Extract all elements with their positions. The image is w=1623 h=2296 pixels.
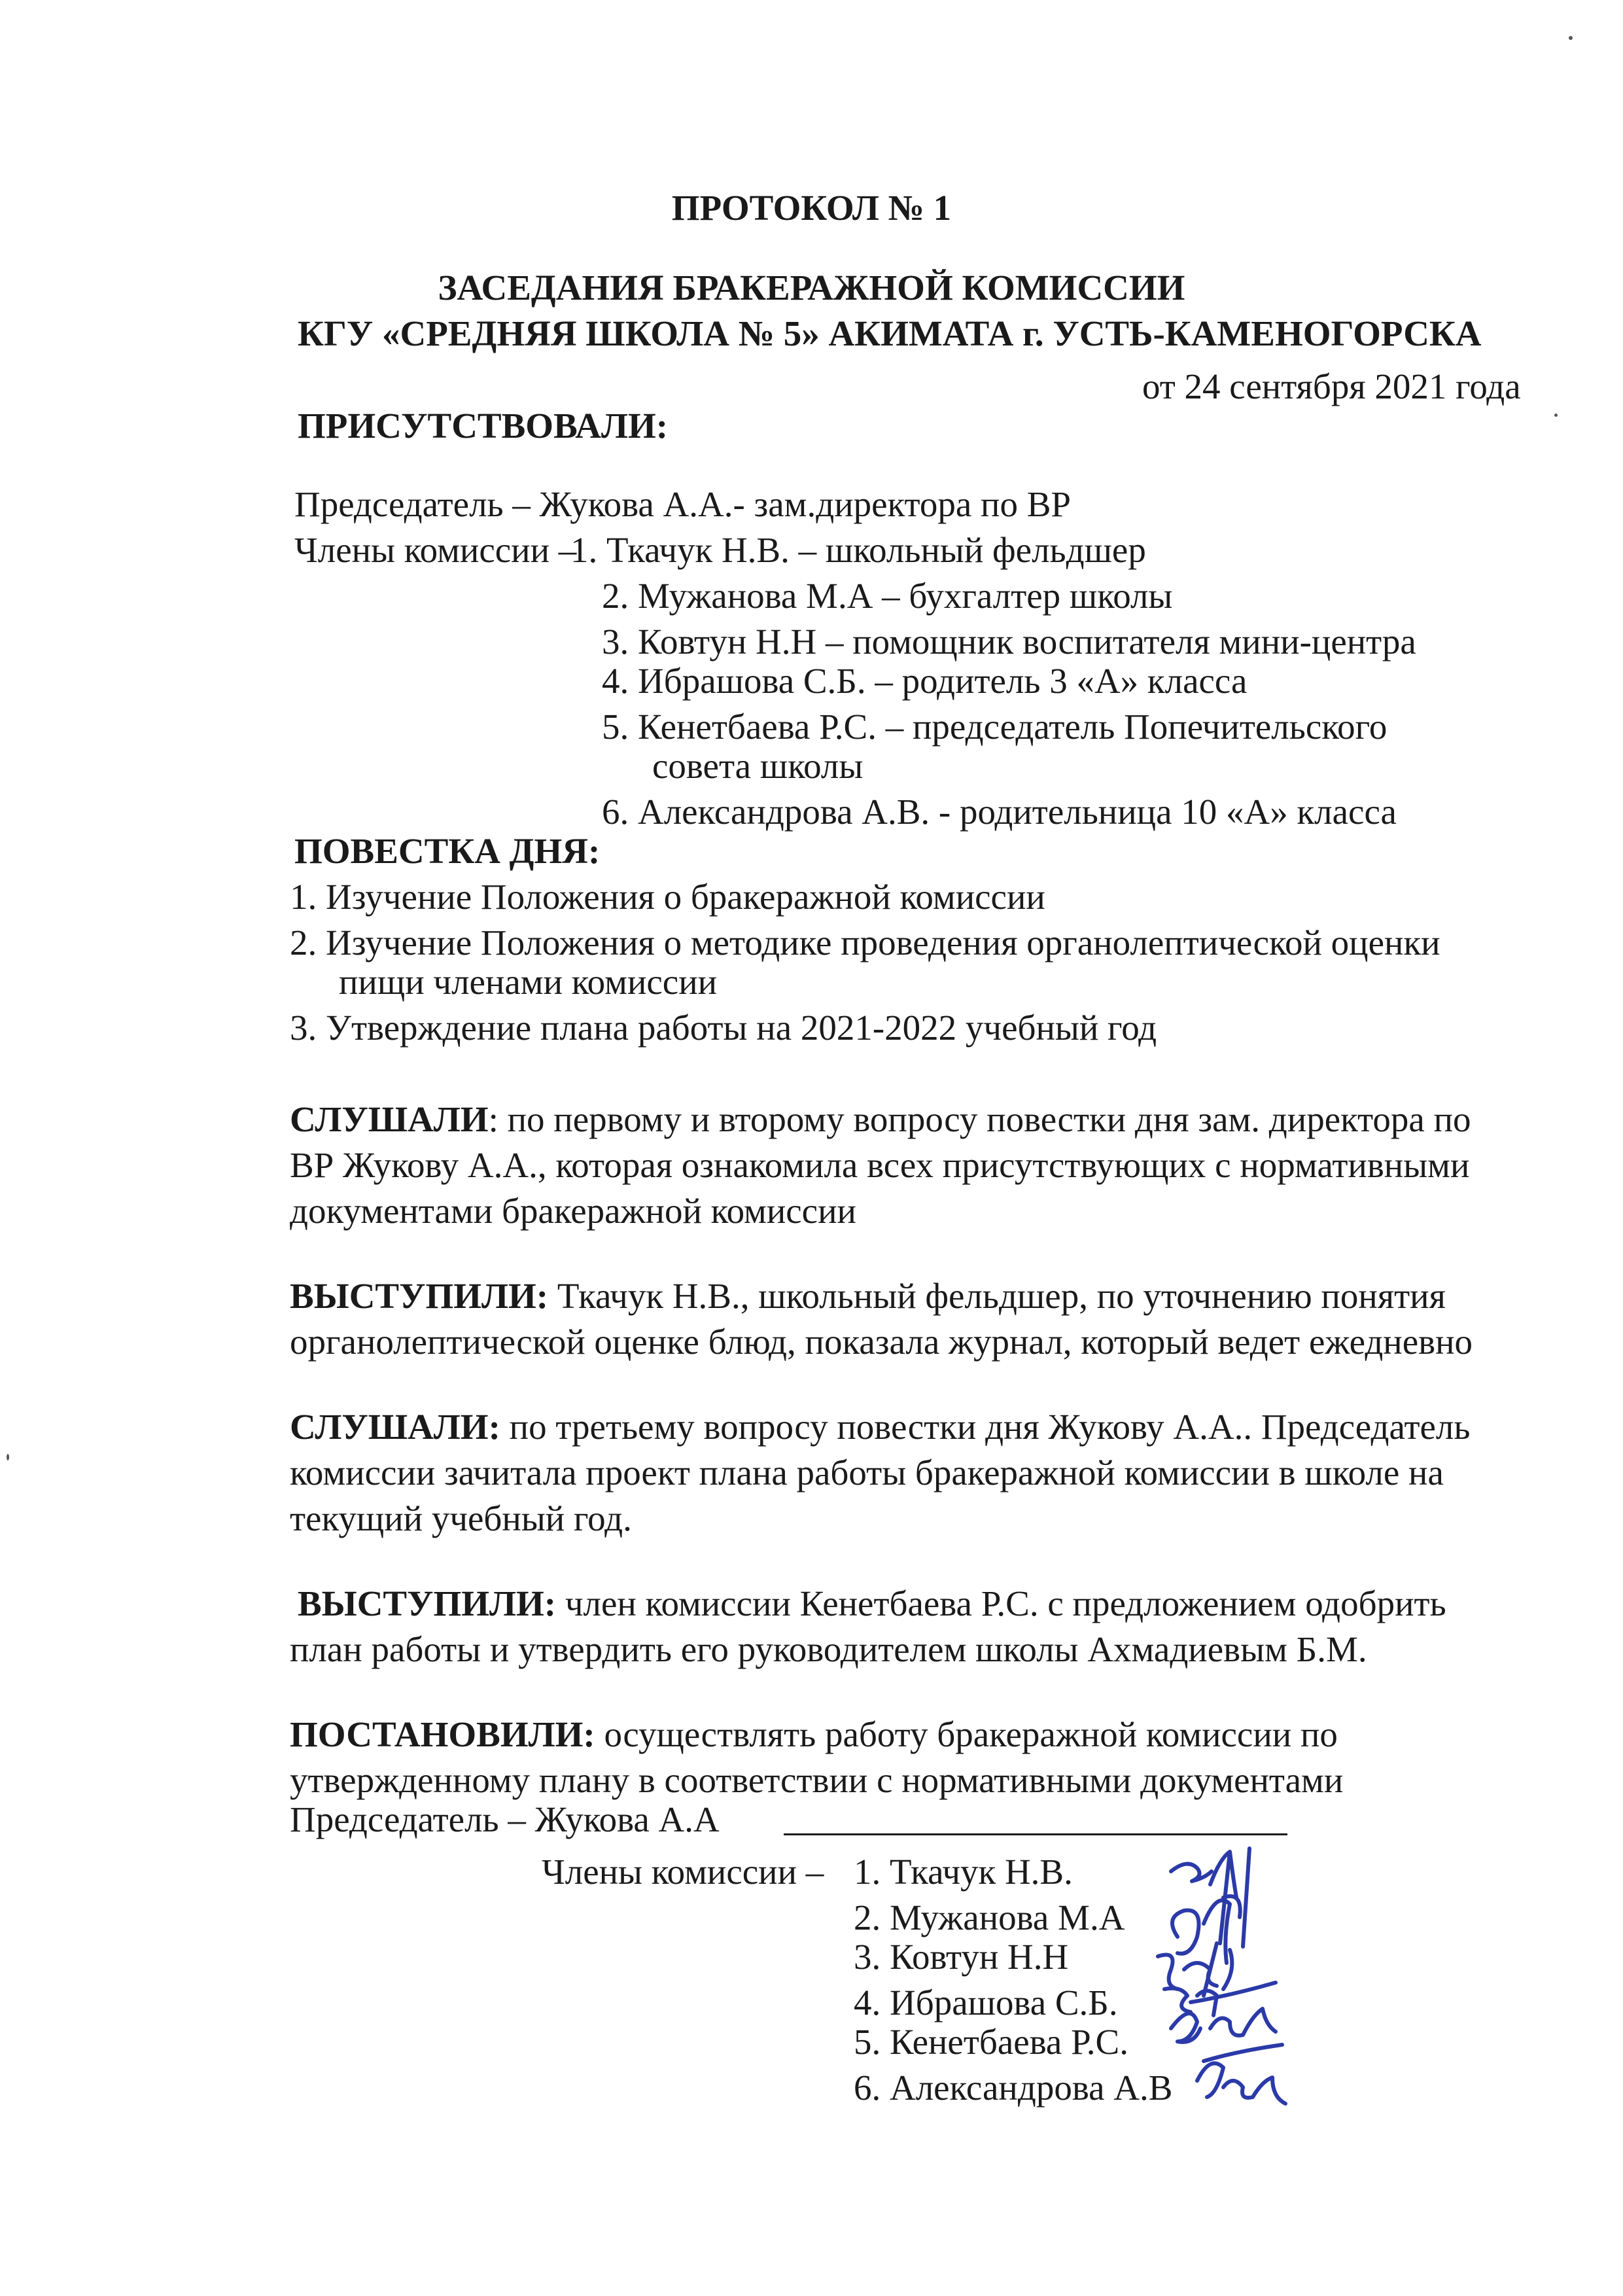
document-subtitle-commission: ЗАСЕДАНИЯ БРАКЕРАЖНОЙ КОМИССИИ — [438, 268, 1185, 308]
present-member-5: 5. Кенетбаева Р.С. – председатель Попечительского — [602, 707, 1387, 747]
document-subtitle-school: КГУ «СРЕДНЯЯ ШКОЛА № 5» АКИМАТА г. УСТЬ-КАМЕНОГОРСКА — [298, 313, 1482, 353]
agenda-item-2: 2. Изучение Положения о методике проведения органолептической оценки — [290, 923, 1440, 963]
spoke-label-1: ВЫСТУПИЛИ: — [290, 1276, 549, 1316]
scan-speck — [1569, 36, 1573, 40]
spoke-text-2-line2: план работы и утвердить его руководителем школы Ахмадиевым Б.М. — [290, 1629, 1367, 1669]
signature-5 — [1171, 1983, 1276, 2042]
scan-speck — [7, 1454, 9, 1460]
spoke-text-1-line2: органолептической оценке блюд, показала журнал, который ведет ежедневно — [290, 1322, 1473, 1362]
heard-text-1-line2: ВР Жукову А.А., которая ознакомила всех присутствующих с нормативными — [290, 1145, 1470, 1185]
agenda-item-1: 1. Изучение Положения о бракеражной комиссии — [290, 877, 1045, 917]
spoke-text-1: Ткачук Н.В., школьный фельдшер, по уточнению понятия — [548, 1276, 1446, 1316]
heard-label-1: СЛУШАЛИ — [290, 1099, 489, 1139]
scan-speck — [1554, 414, 1558, 417]
present-member-5-cont: совета школы — [652, 746, 864, 786]
present-member-1: 1. Ткачук Н.В. – школьный фельдшер — [570, 530, 1146, 570]
heard-text-1: : по первому и второму вопросу повестки дня зам. директора по — [488, 1099, 1471, 1139]
resolved-text-line2: утвержденному плану в соответствии с нормативными документами — [290, 1760, 1344, 1800]
signature-chair: Председатель – Жукова А.А — [290, 1799, 720, 1839]
heard-text-2-line2: комиссии зачитала проект плана работы бракеражной комиссии в школе на — [290, 1453, 1444, 1492]
agenda-heading: ПОВЕСТКА ДНЯ: — [294, 831, 601, 871]
present-chair: Председатель – Жукова А.А.- зам.директора по ВР — [294, 484, 1071, 524]
present-heading: ПРИСУТСТВОВАЛИ: — [298, 406, 669, 446]
signature-member-2: 2. Мужанова М.А — [854, 1898, 1125, 1937]
present-member-6: 6. Александрова А.В. - родительница 10 «А» класса — [602, 792, 1397, 832]
resolved-text: осуществлять работу бракеражной комиссии по — [595, 1714, 1338, 1754]
heard-text-2-line3: текущий учебный год. — [290, 1498, 632, 1538]
signature-member-6: 6. Александрова А.В — [854, 2068, 1173, 2108]
document-title: ПРОТОКОЛ № 1 — [671, 188, 952, 228]
signature-members-label: Члены комиссии – — [542, 1852, 824, 1892]
resolved-label: ПОСТАНОВИЛИ: — [290, 1714, 595, 1754]
signature-member-5: 5. Кенетбаева Р.С. — [854, 2022, 1128, 2062]
spoke-text-2: член комиссии Кенетбаева Р.С. с предложением одобрить — [556, 1583, 1446, 1623]
present-member-2: 2. Мужанова М.А – бухгалтер школы — [602, 576, 1173, 616]
heard-label-2: СЛУШАЛИ: — [290, 1407, 500, 1447]
present-member-3: 3. Ковтун Н.Н – помощник воспитателя мини-центра — [602, 622, 1416, 662]
present-member-4: 4. Ибрашова С.Б. – родитель 3 «А» класса — [602, 661, 1248, 701]
agenda-item-2-cont: пищи членами комиссии — [339, 962, 718, 1002]
agenda-item-3: 3. Утверждение плана работы на 2021-2022 учебный год — [290, 1008, 1157, 1048]
signature-member-3: 3. Ковтун Н.Н — [854, 1937, 1069, 1977]
heard-text-1-line3: документами бракеражной комиссии — [290, 1191, 856, 1231]
signature-member-4: 4. Ибрашова С.Б. — [854, 1983, 1118, 2022]
signature-member-1: 1. Ткачук Н.В. — [854, 1852, 1073, 1892]
heard-text-2: по третьему вопросу повестки дня Жукову А.А.. Председатель — [500, 1407, 1471, 1447]
document-date: от 24 сентября 2021 года — [1142, 366, 1521, 406]
signature-6 — [1197, 2045, 1285, 2104]
present-members-label: Члены комиссии – — [294, 530, 577, 570]
spoke-label-2: ВЫСТУПИЛИ: — [298, 1583, 557, 1623]
